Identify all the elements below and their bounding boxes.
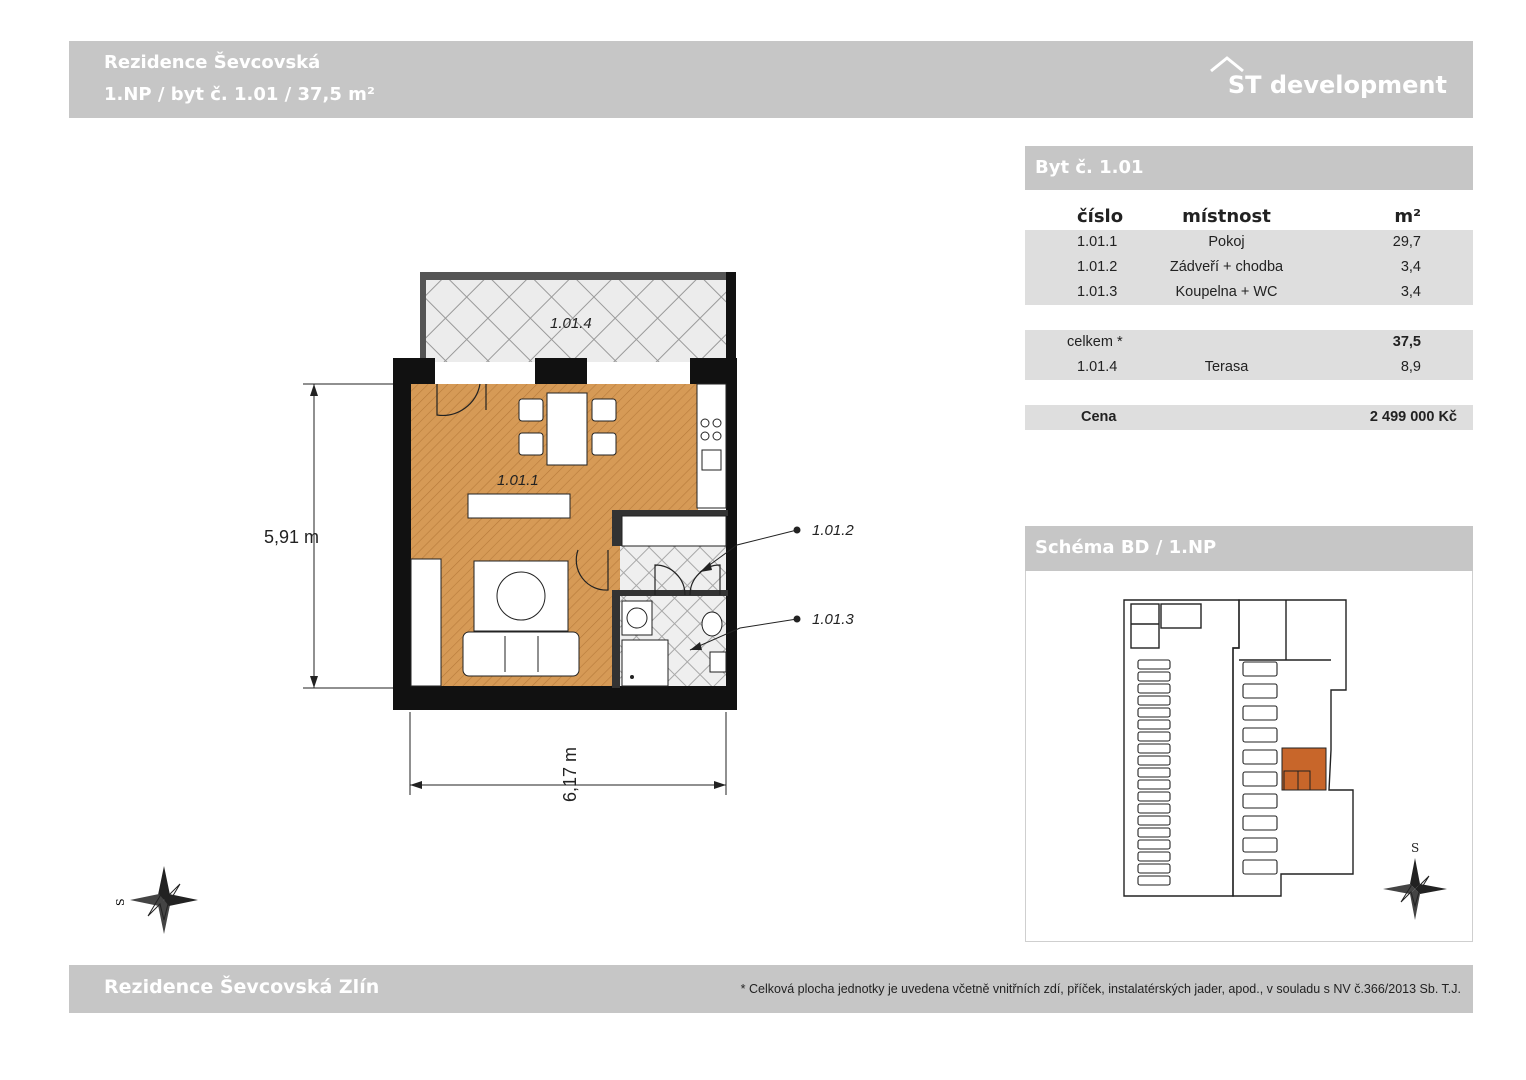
parking-stall bbox=[1243, 662, 1277, 676]
wall-west bbox=[393, 358, 411, 710]
scheme-header bbox=[1025, 526, 1473, 571]
column-header: číslo bbox=[1077, 206, 1124, 227]
table-row bbox=[1025, 255, 1473, 280]
column-header: m² bbox=[1394, 206, 1421, 227]
price-row bbox=[1025, 405, 1473, 430]
parking-stall bbox=[1243, 706, 1277, 720]
washing-machine bbox=[622, 640, 668, 686]
parking-stall bbox=[1243, 728, 1277, 742]
parking-stall bbox=[1138, 840, 1170, 849]
parking-stall bbox=[1138, 864, 1170, 873]
footer-title: Rezidence Ševcovská Zlín bbox=[104, 976, 380, 998]
sink bbox=[710, 652, 726, 672]
room-number: 1.01.3 bbox=[1077, 284, 1118, 300]
room-number: 1.01.2 bbox=[1077, 259, 1118, 275]
parking-stall bbox=[1243, 750, 1277, 764]
scheme-panel bbox=[1025, 571, 1473, 942]
scheme-title: Schéma BD / 1.NP bbox=[1035, 537, 1217, 558]
price-label: Cena bbox=[1081, 409, 1117, 425]
parking-stall bbox=[1138, 828, 1170, 837]
compass-letter: S bbox=[114, 898, 127, 906]
info-title: Byt č. 1.01 bbox=[1035, 157, 1144, 178]
parking-stall bbox=[1138, 792, 1170, 801]
floor-plan bbox=[114, 260, 870, 950]
toilet-icon bbox=[702, 612, 722, 636]
room-area: 3,4 bbox=[1400, 259, 1421, 275]
logo-text: ST development bbox=[1227, 71, 1447, 99]
apartment-subtitle: 1.NP / byt č. 1.01 / 37,5 m² bbox=[104, 84, 375, 105]
header-band bbox=[69, 41, 1473, 118]
parking-stall bbox=[1138, 696, 1170, 705]
wall-south bbox=[393, 686, 737, 710]
parking-stall bbox=[1138, 756, 1170, 765]
scheme-compass-icon bbox=[1383, 858, 1447, 920]
sofa bbox=[463, 632, 579, 676]
compass-icon bbox=[130, 866, 198, 934]
developer-logo bbox=[1207, 55, 1447, 105]
table-header-row bbox=[1025, 203, 1473, 230]
hall-cabinet bbox=[622, 516, 726, 546]
parking-stall bbox=[1138, 720, 1170, 729]
building-scheme bbox=[1026, 571, 1472, 941]
room-name: Terasa bbox=[1204, 359, 1249, 375]
wardrobe bbox=[411, 559, 441, 686]
room-area: 29,7 bbox=[1392, 234, 1421, 250]
parking-stall bbox=[1138, 780, 1170, 789]
hall-label: 1.01.2 bbox=[812, 522, 854, 539]
wall-east bbox=[726, 358, 737, 710]
parking-stall bbox=[1243, 772, 1277, 786]
parking-stall bbox=[1138, 744, 1170, 753]
parking-stall bbox=[1138, 876, 1170, 885]
room-table bbox=[1025, 203, 1473, 430]
room-name: Koupelna + WC bbox=[1175, 284, 1278, 300]
project-title: Rezidence Ševcovská bbox=[104, 52, 321, 73]
parking-stall bbox=[1138, 672, 1170, 681]
room-name: Zádveří + chodba bbox=[1169, 259, 1284, 275]
total-row bbox=[1025, 330, 1473, 355]
height-dimension: 5,91 m bbox=[264, 527, 320, 547]
width-dimension: 6,17 m bbox=[560, 746, 580, 802]
price-value: 2 499 000 Kč bbox=[1369, 409, 1457, 425]
room-number: 1.01.1 bbox=[1077, 234, 1118, 250]
footer-note: * Celková plocha jednotky je uvedena včetně vnitřních zdí, příček, instalatérských jader, apod., v souladu s NV č.366/2013 Sb. T.J. bbox=[740, 982, 1461, 996]
terrace-rail bbox=[420, 272, 736, 280]
parking-stall bbox=[1138, 684, 1170, 693]
room-number: 1.01.4 bbox=[1077, 359, 1118, 375]
room-name: Pokoj bbox=[1208, 234, 1245, 250]
highlighted-apartment bbox=[1282, 748, 1326, 790]
dining-table bbox=[547, 393, 587, 465]
parking-stall bbox=[1243, 838, 1277, 852]
parking-stall bbox=[1138, 732, 1170, 741]
info-panel-header bbox=[1025, 146, 1473, 190]
parking-stall bbox=[1138, 816, 1170, 825]
parking-stall bbox=[1138, 804, 1170, 813]
parking-stall bbox=[1138, 708, 1170, 717]
parking-stall bbox=[1138, 768, 1170, 777]
terrace-row bbox=[1025, 355, 1473, 380]
column-header: místnost bbox=[1182, 206, 1271, 227]
total-label: celkem * bbox=[1067, 334, 1123, 350]
tv-unit bbox=[468, 494, 570, 518]
room-area: 8,9 bbox=[1400, 359, 1421, 375]
total-area: 37,5 bbox=[1392, 334, 1421, 350]
footer-band bbox=[69, 965, 1473, 1013]
table-row bbox=[1025, 230, 1473, 255]
table-row bbox=[1025, 280, 1473, 305]
bath-label: 1.01.3 bbox=[812, 611, 854, 628]
parking-stall bbox=[1243, 860, 1277, 874]
parking-stall bbox=[1243, 684, 1277, 698]
parking-stall bbox=[1243, 794, 1277, 808]
kitchen-counter bbox=[697, 384, 726, 508]
room-area: 3,4 bbox=[1400, 284, 1421, 300]
parking-stall bbox=[1138, 660, 1170, 669]
scheme-compass-letter: S bbox=[1411, 841, 1420, 855]
living-label: 1.01.1 bbox=[497, 472, 539, 489]
terrace-label: 1.01.4 bbox=[550, 315, 592, 332]
parking-stall bbox=[1138, 852, 1170, 861]
parking-stall bbox=[1243, 816, 1277, 830]
